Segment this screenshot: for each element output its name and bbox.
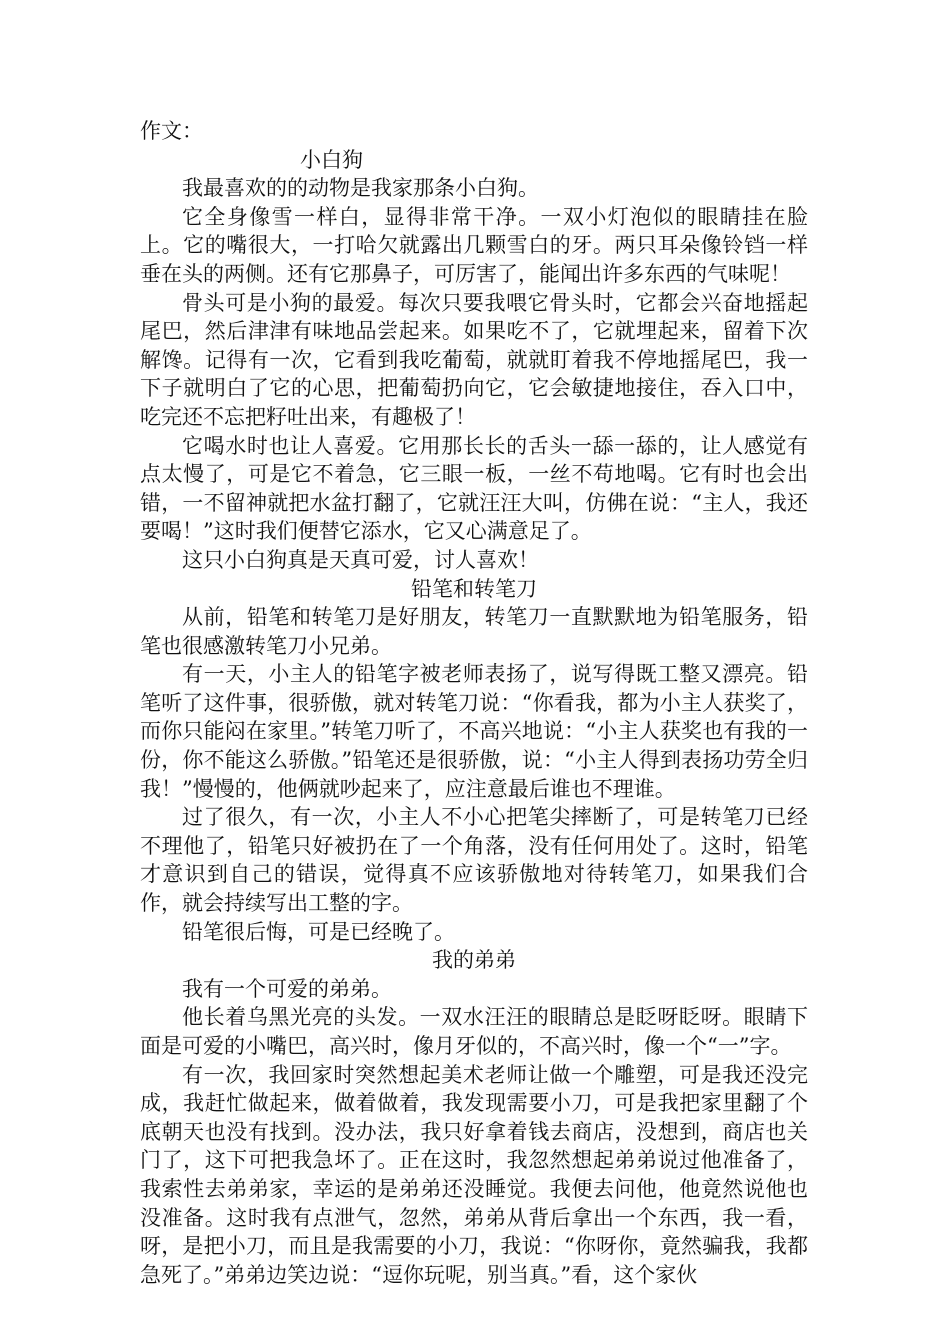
document-heading: 作文： [140, 119, 203, 143]
paragraph: 有一天，小主人的铅笔字被老师表扬了，说写得既工整又漂亮。铅笔听了这件事，很骄傲，就对转笔刀说：“你看我，都为小主人获奖了，而你只能闷在家里。”转笔刀听了，不高兴地说：“小主人获奖也有我的一份，你不能这么骄傲。”铅笔还是很骄傲，说：“小主人得到表扬功劳全归我！”慢慢的，他俩就吵起来了，应注意最后谁也不理谁。 [140, 662, 808, 801]
paragraph: 它喝水时也让人喜爱。它用那长长的舌头一舔一舔的，让人感觉有点太慢了，可是它不着急，它三眼一板，一丝不苟地喝。它有时也会出错，一不留神就把水盆打翻了，它就汪汪大叫，仿佛在说：“主人，我还要喝！”这时我们便替它添水，它又心满意足了。 [140, 433, 808, 544]
document-body [140, 117, 808, 1289]
paragraph: 这只小白狗真是天真可爱，讨人喜欢！ [182, 547, 539, 572]
essay-title: 铅笔和转笔刀 [411, 576, 537, 601]
paragraph: 骨头可是小狗的最爱。每次只要我喂它骨头时，它都会兴奋地摇起尾巴，然后津津有味地品尝起来。如果吃不了，它就埋起来，留着下次解馋。记得有一次，它看到我吃葡萄，就就盯着我不停地摇尾巴，我一下子就明白了它的心思，把葡萄扔向它，它会敏捷地接住，吞入口中，吃完还不忘把籽吐出来，有趣极了！ [140, 290, 808, 429]
paragraph: 从前，铅笔和转笔刀是好朋友，转笔刀一直默默地为铅笔服务，铅笔也很感激转笔刀小兄弟。 [140, 605, 808, 658]
paragraph: 我最喜欢的的动物是我家那条小白狗。 [182, 176, 539, 201]
paragraph: 他长着乌黑光亮的头发。一双水汪汪的眼睛总是眨呀眨呀。眼睛下面是可爱的小嘴巴，高兴时，像月牙似的，不高兴时，像一个“一”字。 [140, 1005, 808, 1058]
essay-my-little-brother [140, 946, 808, 1289]
paragraph: 我有一个可爱的弟弟。 [182, 976, 392, 1001]
essay-little-white-dog [140, 146, 808, 575]
paragraph: 过了很久，有一次，小主人不小心把笔尖摔断了，可是转笔刀已经不理他了，铅笔只好被扔在了一个角落，没有任何用处了。这时，铅笔才意识到自己的错误，觉得真不应该骄傲地对待转笔刀，如果我们合作，就会持续写出工整的字。 [140, 805, 808, 916]
paragraph: 有一次，我回家时突然想起美术老师让做一个雕塑，可是我还没完成，我赶忙做起来，做着做着，我发现需要小刀，可是我把家里翻了个底朝天也没有找到。没办法，我只好拿着钱去商店，没想到，商店也关门了，这下可把我急坏了。正在这时，我忽然想起弟弟说过他准备了，我索性去弟弟家，幸运的是弟弟还没睡觉。我便去问他，他竟然说他也没准备。这时我有点泄气，忽然，弟弟从背后拿出一个东西，我一看，呀，是把小刀，而且是我需要的小刀，我说：“你呀你，竟然骗我，我都急死了。”弟弟边笑边说：“逗你玩呢，别当真。”看，这个家伙 [140, 1062, 808, 1287]
paragraph: 它全身像雪一样白，显得非常干净。一双小灯泡似的眼睛挂在脸上。它的嘴很大，一打哈欠就露出几颗雪白的牙。两只耳朵像铃铛一样垂在头的两侧。还有它那鼻子，可厉害了，能闻出许多东西的气味呢！ [140, 204, 808, 286]
essay-title: 我的弟弟 [432, 948, 516, 973]
essay-title: 小白狗 [300, 147, 363, 172]
paragraph: 铅笔很后悔，可是已经晚了。 [182, 919, 455, 944]
essay-pencil-and-sharpener [140, 575, 808, 947]
